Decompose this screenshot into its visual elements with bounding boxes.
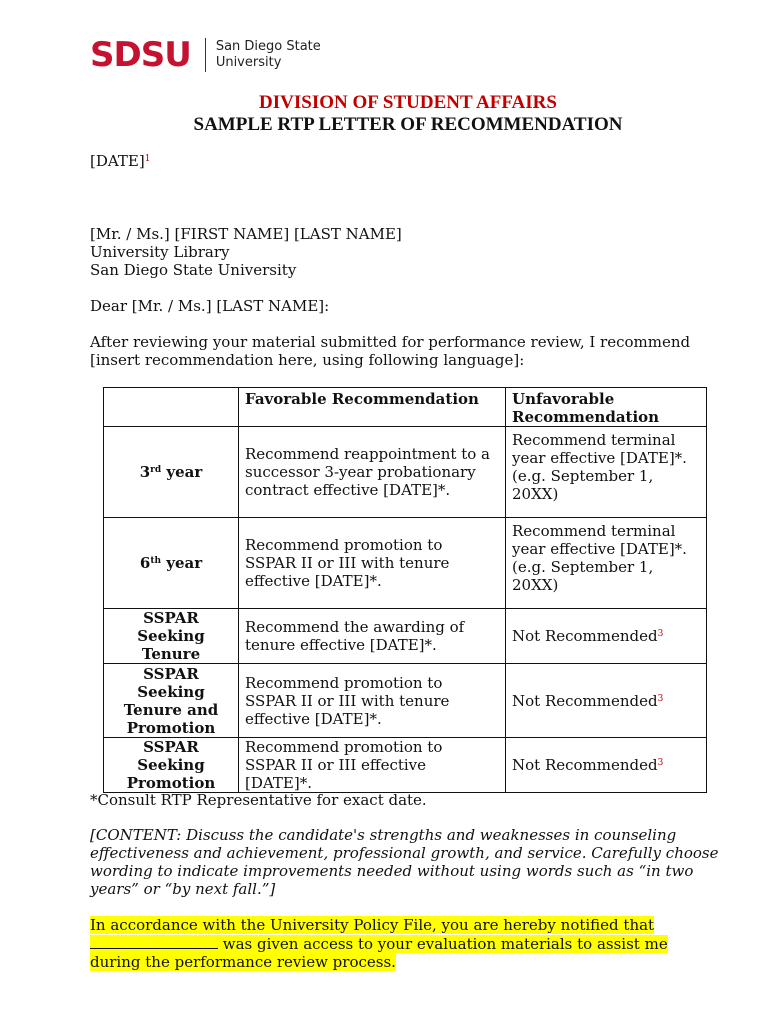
row-label-line: Seeking [137, 756, 205, 774]
recipient-university: San Diego State University [90, 261, 297, 279]
cell-line: successor 3-year probationary [245, 463, 476, 481]
row-label-text: year [161, 463, 203, 481]
logo-divider [205, 38, 206, 72]
logo-mark: SDSU [90, 35, 191, 75]
date-placeholder: [DATE] [90, 152, 145, 170]
cell-line: tenure effective [DATE]*. [245, 636, 437, 654]
intro-line-1: After reviewing your material submitted for performance review, I recommend [90, 333, 691, 351]
row-label-line: SSPAR [143, 609, 199, 627]
notice-line-2 [90, 935, 668, 953]
row-label-line: Seeking [137, 682, 205, 701]
cell-line: Recommend promotion to [245, 536, 443, 554]
cell-line: (e.g. September 1, [512, 558, 654, 576]
header-blank-cell [104, 388, 239, 427]
document-title: SAMPLE RTP LETTER OF RECOMMENDATION [193, 114, 623, 135]
content-instructions: [CONTENT: Discuss the candidate's strengths and weaknesses in counseling effectiveness and achievement, professional growth, and service. Carefully choose wording to indicate improvements needed without using words such as “in two years” or “by next fall.”] [90, 826, 719, 898]
favorable-cell [239, 664, 506, 738]
salutation: Dear [Mr. / Ms.] [LAST NAME]: [90, 297, 330, 315]
cell-line: SSPAR II or III with tenure [245, 554, 450, 572]
cell-line: year effective [DATE]*. [512, 449, 687, 467]
unfavorable-cell [506, 609, 707, 664]
cell-line: SSPAR II or III effective [245, 756, 427, 774]
favorable-cell [239, 738, 506, 793]
cell-line: effective [DATE]*. [245, 572, 382, 590]
recipient-unit: University Library [90, 243, 230, 261]
row-label-suffix: th [150, 556, 162, 566]
unfavorable-cell [506, 518, 707, 609]
cell-line: SSPAR II or III with tenure [245, 691, 450, 710]
row-label-text: year [161, 554, 203, 572]
logo-text [216, 39, 321, 71]
row-label-number: 3 [139, 463, 151, 481]
cell-line: Not Recommended [512, 627, 658, 645]
footnote-marker: 3 [657, 629, 664, 639]
cell-line: Recommend promotion to [245, 738, 443, 756]
header-unfavorable-line-1: Unfavorable [512, 390, 615, 408]
header-unfavorable [506, 388, 707, 427]
cell-line: [DATE]*. [245, 774, 312, 792]
favorable-cell [239, 609, 506, 664]
row-label-line: SSPAR [143, 664, 199, 683]
logo-line-1: San Diego State [215, 39, 321, 54]
table-row [104, 738, 707, 793]
row-label-line: SSPAR [143, 738, 199, 756]
footnote-marker: 3 [657, 693, 664, 704]
row-label [104, 518, 239, 609]
favorable-cell [239, 518, 506, 609]
table-row [104, 609, 707, 664]
row-label-line: Promotion [126, 718, 216, 737]
division-title: DIVISION OF STUDENT AFFAIRS [259, 92, 557, 113]
unfavorable-cell [506, 664, 707, 738]
cell-line: 20XX) [512, 576, 559, 594]
cell-line: Recommend the awarding of [245, 618, 465, 636]
footnote-marker: 1 [144, 154, 151, 164]
table-row [104, 518, 707, 609]
favorable-cell [239, 427, 506, 518]
cell-line: year effective [DATE]*. [512, 540, 687, 558]
row-label-suffix: rd [150, 465, 162, 475]
cell-line: Recommend terminal [512, 431, 676, 449]
notice-line-3: during the performance review process. [90, 953, 396, 971]
row-label [104, 609, 239, 664]
cell-line: effective [DATE]*. [245, 709, 382, 728]
notice-line-2-text: was given access to your evaluation materials to assist me [218, 935, 668, 953]
row-label-number: 6 [139, 554, 151, 572]
cell-line: Recommend reappointment to a [245, 445, 490, 463]
row-label [104, 427, 239, 518]
row-label [104, 664, 239, 738]
row-label-line: Tenure [141, 645, 201, 663]
unfavorable-cell [506, 738, 707, 793]
recommendation-table [103, 387, 707, 793]
cell-line: Recommend promotion to [245, 673, 443, 692]
footnote-marker: 3 [657, 758, 664, 768]
sdsu-logo [90, 36, 321, 74]
row-label-line: Tenure and [123, 700, 219, 719]
recipient-name: [Mr. / Ms.] [FIRST NAME] [LAST NAME] [90, 225, 402, 243]
cell-line: (e.g. September 1, [512, 467, 654, 485]
header-favorable: Favorable Recommendation [239, 388, 506, 427]
date-line [90, 152, 150, 170]
cell-line: 20XX) [512, 485, 559, 503]
intro-line-2: [insert recommendation here, using following language]: [90, 351, 525, 369]
row-label [104, 738, 239, 793]
logo-line-2: University [215, 55, 282, 70]
row-label-line: Promotion [126, 774, 216, 792]
unfavorable-cell [506, 427, 707, 518]
cell-line: Not Recommended [512, 691, 658, 710]
cell-line: Recommend terminal [512, 522, 676, 540]
table-row [104, 664, 707, 738]
table-header-row [104, 388, 707, 427]
consult-note: *Consult RTP Representative for exact date. [90, 791, 427, 809]
name-blank[interactable] [90, 934, 218, 949]
cell-line: contract effective [DATE]*. [245, 481, 451, 499]
policy-notice [90, 916, 710, 971]
row-label-line: Seeking [137, 627, 205, 645]
table-row [104, 427, 707, 518]
cell-line: Not Recommended [512, 756, 658, 774]
notice-line-1: In accordance with the University Policy File, you are hereby notified that [90, 916, 655, 934]
header-unfavorable-line-2: Recommendation [512, 408, 660, 426]
